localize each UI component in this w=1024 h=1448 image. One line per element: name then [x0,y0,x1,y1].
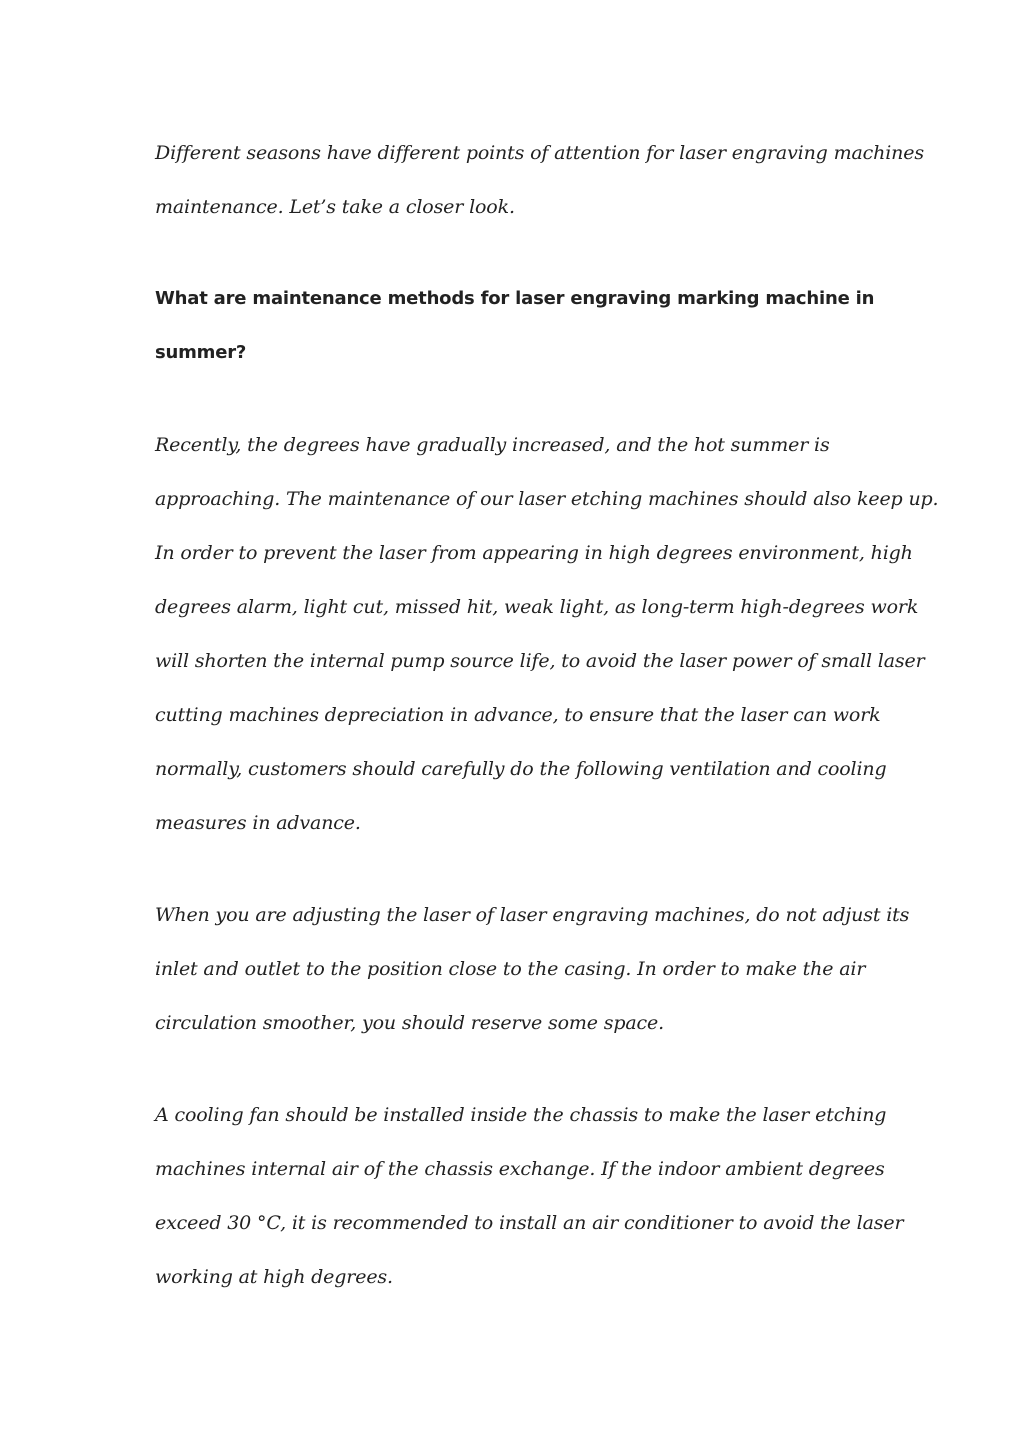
intro-paragraph [155,126,924,234]
text-line: cutting machines depreciation in advance, to ensure that the laser can work [155,704,881,726]
body-paragraph-3 [155,1088,904,1304]
text-line: exceed 30 °C, it is recommended to install an air conditioner to avoid the laser [155,1212,904,1234]
text-line: circulation smoother, you should reserve some space. [155,1012,665,1034]
text-line: measures in advance. [155,812,361,834]
text-line: maintenance. Let’s take a closer look. [155,196,515,218]
text-line: In order to prevent the laser from appearing in high degrees environment, high [155,542,913,564]
text-line: When you are adjusting the laser of laser engraving machines, do not adjust its [155,904,910,926]
text-line: A cooling fan should be installed inside the chassis to make the laser etching [155,1104,887,1126]
text-line: approaching. The maintenance of our laser etching machines should also keep up. [155,488,939,510]
text-line: normally, customers should carefully do the following ventilation and cooling [155,758,887,780]
text-line: inlet and outlet to the position close to the casing. In order to make the air [155,958,866,980]
text-line: will shorten the internal pump source life, to avoid the laser power of small laser [155,650,925,672]
body-paragraph-2 [155,888,910,1050]
heading-line: summer? [155,342,247,363]
document-body [155,126,939,1304]
body-paragraph-1 [155,418,939,850]
text-line: degrees alarm, light cut, missed hit, weak light, as long-term high-degrees work [155,596,919,618]
section-heading [155,272,880,380]
text-line: machines internal air of the chassis exchange. If the indoor ambient degrees [155,1158,885,1180]
text-line: working at high degrees. [155,1266,393,1288]
heading-line: What are maintenance methods for laser engraving marking machine in [155,288,875,309]
text-line: Recently, the degrees have gradually increased, and the hot summer is [155,434,830,456]
text-line: Different seasons have different points of attention for laser engraving machines [155,142,924,164]
